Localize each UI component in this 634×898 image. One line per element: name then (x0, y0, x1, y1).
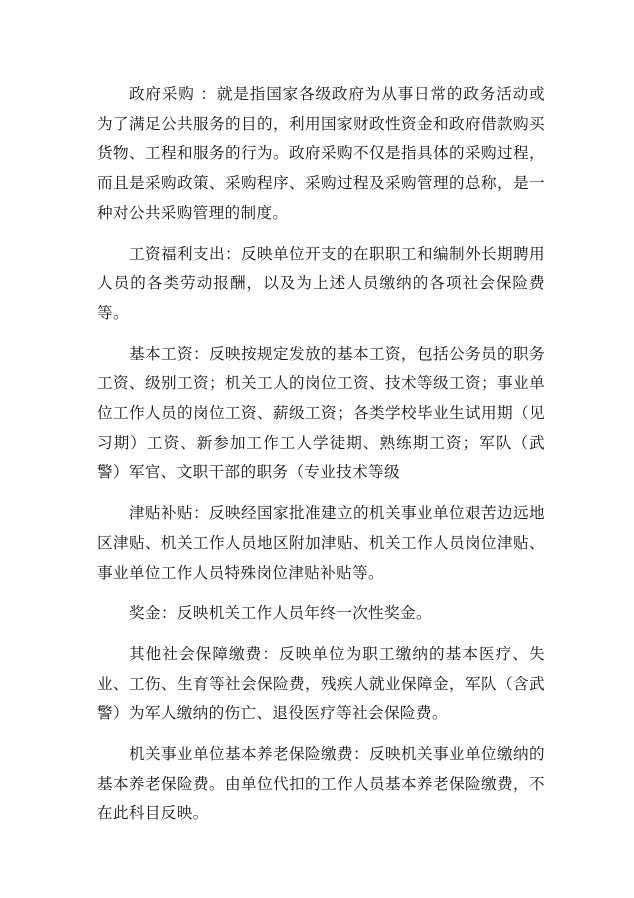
paragraph-other-social-security: 其他社会保障缴费：反映单位为职工缴纳的基本医疗、失业、工伤、生育等社会保险费，残疾人就业保障金，军队（含武警）为军人缴纳的伤亡、退役医疗等社会保险费。 (97, 644, 545, 723)
paragraph-basic-salary: 基本工资：反映按规定发放的基本工资，包括公务员的职务工资、级别工资；机关工人的岗位工资、技术等级工资；事业单位工作人员的岗位工资、薪级工资；各类学校毕业生试用期（见习期）工资、新参加工作工人学徒期、熟练期工资；军队（武警）军官、文职干部的职务（专业技术等级 (97, 344, 545, 482)
paragraph-government-procurement: 政府采购 ：就是指国家各级政府为从事日常的政务活动或为了满足公共服务的目的，利用国家财政性资金和政府借款购买货物、工程和服务的行为。政府采购不仅是指具体的采购过程，而且是采购政策、采购程序、采购过程及采购管理的总称，是一种对公共采购管理的制度。 (97, 85, 545, 222)
paragraph-salary-welfare: 工资福利支出：反映单位开支的在职职工和编制外长期聘用人员的各类劳动报酬，以及为上述人员缴纳的各项社会保险费等。 (97, 244, 545, 322)
paragraph-pension-insurance: 机关事业单位基本养老保险缴费：反映机关事业单位缴纳的基本养老保险费。由单位代扣的工作人员基本养老保险缴费，不在此科目反映。 (97, 745, 545, 823)
paragraph-bonus: 奖金：反映机关工作人员年终一次性奖金。 (129, 604, 432, 623)
paragraph-allowances: 津贴补贴：反映经国家批准建立的机关事业单位艰苦边远地区津贴、机关工作人员地区附加津贴、机关工作人员岗位津贴、事业单位工作人员特殊岗位津贴补贴等。 (97, 504, 545, 582)
document-body (97, 80, 545, 840)
